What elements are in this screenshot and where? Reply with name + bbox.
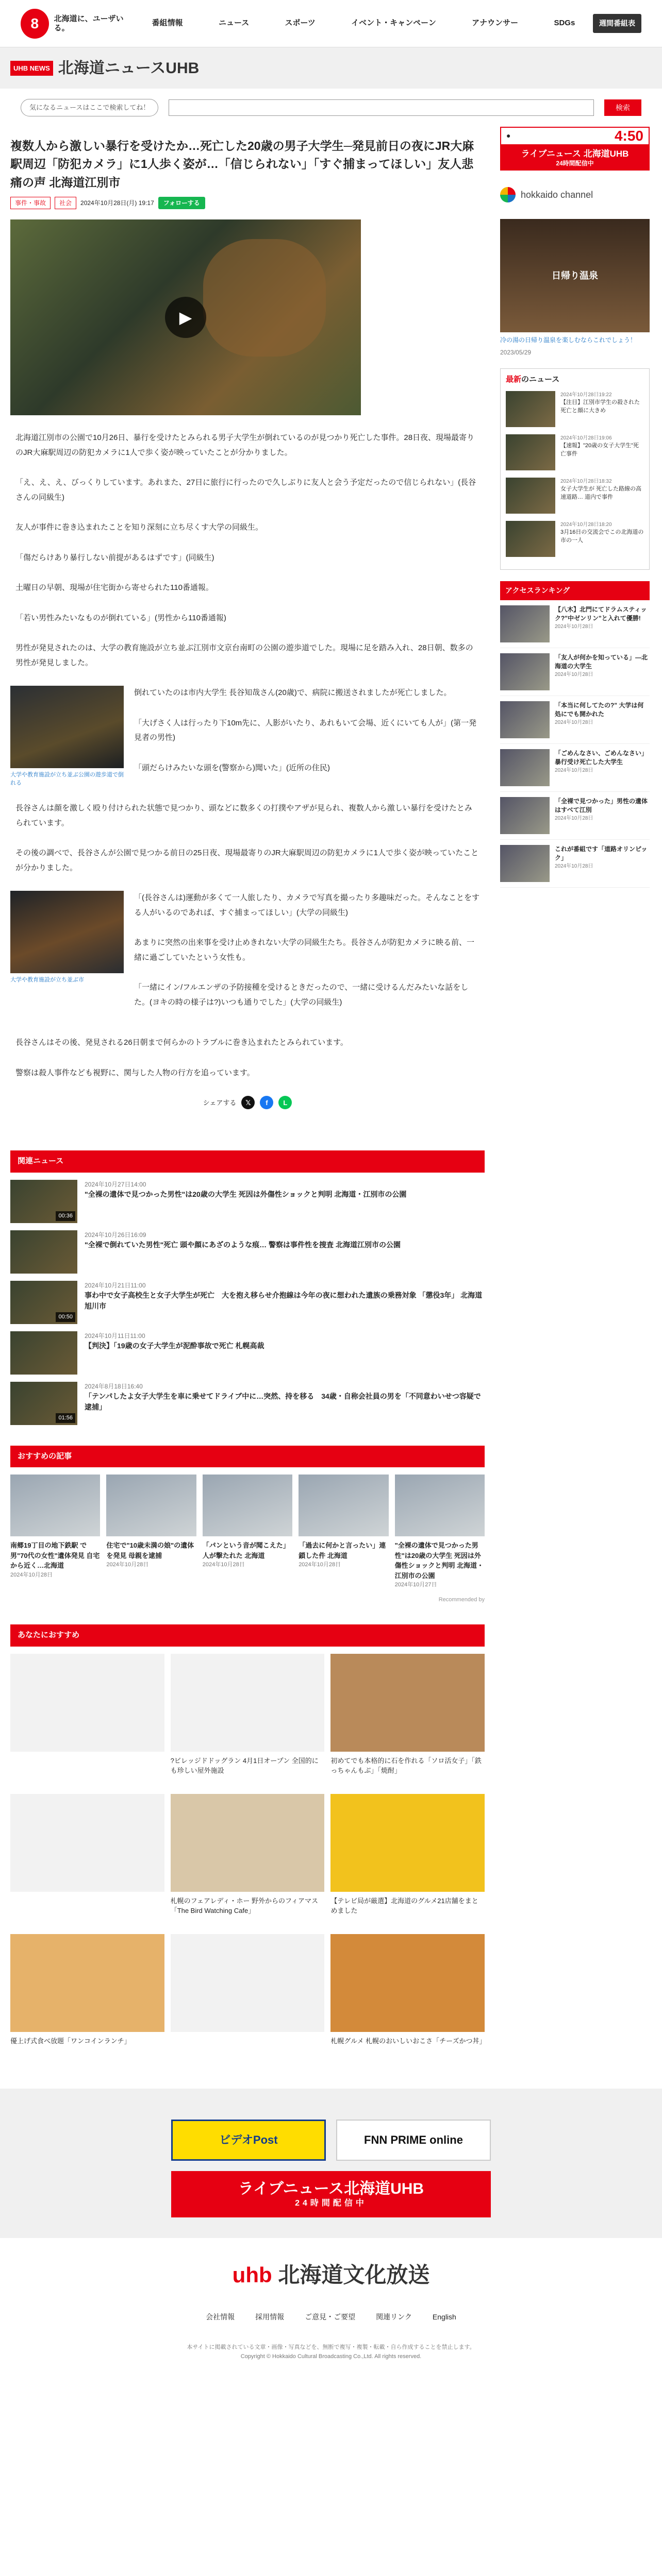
main-column xyxy=(10,127,485,2068)
ranking-thumb xyxy=(500,845,550,882)
ranking-item[interactable] xyxy=(500,840,650,888)
tag-incident[interactable]: 事件・事故 xyxy=(10,197,51,209)
latest-news-item[interactable] xyxy=(506,478,644,514)
live-banner-sub: 24時間配信中 xyxy=(295,2199,367,2208)
article-paragraph: 長谷さんはその後、発見される26日朝まで何らかのトラブルに巻き込まれたとみられています。 xyxy=(15,1038,348,1047)
video-duration: 00:36 xyxy=(56,1211,75,1221)
recommended-item-date: 2024年10月28日 xyxy=(202,1562,245,1568)
article-figure-row xyxy=(10,686,485,791)
logo-text: 北海道に、ユーザいる。 xyxy=(54,14,124,32)
related-title: 「テンパしたよ女子大学生を車に乗せてドライブ中に…突然、持を移る 34歳・自称会社員の男を「不同意わいせつ容疑で逮捕」 xyxy=(85,1392,481,1411)
footer-link-feedback[interactable]: ご意見・ご要望 xyxy=(305,2312,356,2321)
footer-link-company[interactable]: 会社情報 xyxy=(206,2312,235,2321)
figure-image[interactable] xyxy=(10,891,124,973)
figure-caption: 大学や教育施設が立ち並ぶ公園の遊歩道で倒れる xyxy=(10,772,124,786)
ranking-item-date: 2024年10月28日 xyxy=(555,672,593,678)
logo-mark: 8 xyxy=(21,9,49,39)
related-date: 2024年10月26日16:09 xyxy=(85,1231,146,1239)
recommended-item-date: 2024年10月27日 xyxy=(394,1582,437,1588)
ranking-item-title: 「本当に何してたの?" 大学は何処にでも開かれた xyxy=(555,701,644,718)
article-paragraph: 男性が発見されたのは、大学の教育施設が立ち並ぶ江別市文京台南町の公園の遊歩道でした。現場に足を踏み入れ、28日朝、数多の男性が発見しました。 xyxy=(15,643,473,667)
recommended-item-date: 2024年10月28日 xyxy=(106,1562,149,1568)
related-item[interactable] xyxy=(10,1281,485,1324)
figure-text xyxy=(134,891,485,1025)
promo-caption: 冷の湯の日帰り温泉を楽しむならこれでしょう！ xyxy=(500,336,637,344)
channel-name: hokkaido channel xyxy=(521,189,593,200)
for-you-item-title: 初めてでも本格的に石を作れる「ソロ活女子」「鉄っちゃんもぶ」「焼酎」 xyxy=(330,1756,482,1775)
recommended-item-title: 南郷19丁目の地下鉄駅 で男"70代の女性"遺体発見 自宅から近く…北海道 xyxy=(10,1541,100,1570)
article-figure xyxy=(10,891,124,984)
recommended-item[interactable] xyxy=(395,1475,485,1589)
article-paragraph: 倒れていたのは市内大学生 長谷知哉さん(20歳)で、病院に搬送されましたが死亡しました。 xyxy=(134,688,452,698)
search-bar xyxy=(0,89,662,127)
search-button[interactable]: 検索 xyxy=(604,99,641,116)
recommended-item-title: 「過去に何かと言ったい」連鎖した件 北海道 xyxy=(299,1541,386,1560)
for-you-item-title: 札幌のフェアレディ・ホー 野外からのフィアマス 「The Bird Watching Cafe」 xyxy=(170,1896,319,1915)
article-paragraph: 土曜日の早朝、現場が住宅街から寄せられた110番通報。 xyxy=(15,583,213,592)
ranking-item[interactable] xyxy=(500,648,650,696)
latest-title: 3月16日の交流会でこの北海道の市の一人 xyxy=(560,529,644,544)
ranking-item-date: 2024年10月28日 xyxy=(555,624,593,630)
for-you-item[interactable] xyxy=(171,1654,325,1788)
recommended-item[interactable] xyxy=(106,1475,196,1589)
for-you-thumb xyxy=(171,1794,325,1892)
recommended-thumb xyxy=(10,1475,100,1536)
top-header xyxy=(0,0,662,47)
for-you-item[interactable] xyxy=(330,1794,485,1928)
latest-news-title: 最新のニュース xyxy=(506,375,560,384)
recommended-item-date: 2024年10月28日 xyxy=(299,1562,341,1568)
uhb-badge: UHB NEWS xyxy=(10,61,53,76)
nav-news[interactable]: ニュース xyxy=(218,19,250,28)
article-date: 2024年10月28日(月) 19:17 xyxy=(80,199,154,207)
ranking-item-title: 「友人が何かを知っている」—北海道の大学生 xyxy=(555,653,648,670)
related-title: "全裸の遺体で見つかった男性"は20歳の大学生 死因は外傷性ショックと判明 北海道・江別市の公園 xyxy=(85,1190,407,1198)
recommended-item[interactable] xyxy=(10,1475,100,1589)
latest-title: 【速報】"20歳の女子大学生"死亡事件 xyxy=(560,442,639,457)
ranking-thumb xyxy=(500,605,550,642)
related-thumb xyxy=(10,1281,77,1324)
ranking-thumb xyxy=(500,797,550,834)
for-you-item-title: 優上げ式食べ放題「ワンコインランチ」 xyxy=(10,2037,131,2045)
footer-link-related[interactable]: 関連リンク xyxy=(376,2312,412,2321)
for-you-title: あなたにおすすめ xyxy=(10,1624,485,1647)
channel-logo-icon xyxy=(500,187,516,202)
latest-thumb xyxy=(506,521,555,557)
ranking-item[interactable] xyxy=(500,792,650,840)
article-figure xyxy=(10,686,124,787)
related-title: 事わ中で女子高校生と女子大学生が死亡 大を抱え移らせ介抱線は今年の夜に想われた遺族の乗務対象 「懲役3年」 北海道旭川市 xyxy=(85,1291,483,1310)
share-bar xyxy=(10,1096,485,1109)
recommended-item-title: 住宅で"10歳未満の娘"の遺体を発見 母親を逮捕 xyxy=(106,1541,194,1560)
latest-date: 2024年10月28日18:20 xyxy=(560,521,612,528)
latest-date: 2024年10月28日19:06 xyxy=(560,435,612,441)
live-news-banner[interactable] xyxy=(171,2171,491,2217)
article-paragraph: 「若い男性みたいなものが倒れている」(男性から110番通報) xyxy=(15,613,226,622)
article-paragraph: 「傷だらけあり暴行しない前提があるはずです」(同級生) xyxy=(15,553,214,562)
facebook-share-icon[interactable]: f xyxy=(260,1096,273,1109)
footer-copyright: Copyright © Hokkaido Cultural Broadcasting Co.,Ltd. All rights reserved. xyxy=(240,2353,422,2360)
latest-date: 2024年10月28日18:32 xyxy=(560,478,612,484)
related-news-title: 関連ニュース xyxy=(10,1150,485,1173)
for-you-item[interactable] xyxy=(10,1654,164,1788)
latest-thumb xyxy=(506,434,555,470)
for-you-thumb xyxy=(330,1794,485,1892)
site-footer xyxy=(0,2238,662,2377)
for-you-item[interactable] xyxy=(330,1654,485,1788)
recommended-thumb xyxy=(299,1475,388,1536)
article-paragraph: 「え、え、え、びっくりしています。あれまた、27日に旅行に行ったので久しぶりに友人と会う予定だったので信じられない」(長谷さんの同級生) xyxy=(15,478,476,502)
article-paragraph: 「頭だらけみたいな頭を(警察から)聞いた」(近所の住民) xyxy=(134,763,330,772)
sidebar xyxy=(500,127,650,2068)
article-paragraph: 友人が事件に巻き込まれたことを知り深刻に立ち尽くす大学の同級生。 xyxy=(15,523,263,532)
article-paragraph: 「(長谷さんは)運動が多くて一人旅したり、カメラで写真を撮ったり多趣味だった。そんなことをする人がいるのであれば、すぐ捕まってほしい」(大学の同級生) xyxy=(134,893,479,917)
nav-announcers[interactable]: アナウンサー xyxy=(472,19,519,28)
nav-sdgs[interactable]: SDGs xyxy=(554,19,575,28)
search-input[interactable] xyxy=(169,99,594,116)
article-paragraph: 「大げさく人は行ったり下10m先に、人影がいたり、あれもいて会場、近くにいても人が」(第一発見者の男性) xyxy=(134,718,477,742)
search-hint: 気になるニュースはここで検索してね！ xyxy=(21,99,158,116)
x-share-icon[interactable]: 𝕏 xyxy=(241,1096,255,1109)
related-item[interactable] xyxy=(10,1382,485,1425)
recommended-item-title: "全裸の遺体で見つかった男性"は20歳の大学生 死因は外傷性ショックと判明 北海道・江別市の公園 xyxy=(394,1541,484,1580)
ranking-item-date: 2024年10月28日 xyxy=(555,816,593,822)
video-thumbnail-detail xyxy=(203,239,326,357)
for-you-item[interactable] xyxy=(10,1794,164,1928)
figure-caption: 大学や教育施設が立ち並ぶ市 xyxy=(10,977,84,984)
latest-title: 女子大学生が 死亡した路線の高速道路… 道内で事件 xyxy=(560,485,642,500)
related-date: 2024年10月21日11:00 xyxy=(85,1281,146,1289)
promo-image: 日帰り温泉 xyxy=(500,219,650,332)
latest-news-item[interactable] xyxy=(506,521,644,557)
access-ranking xyxy=(500,581,650,888)
for-you-item[interactable] xyxy=(330,1934,485,2068)
figure-text xyxy=(134,686,485,791)
global-nav xyxy=(134,18,593,29)
for-you xyxy=(10,1624,485,2068)
play-icon[interactable]: ▶ xyxy=(165,297,206,338)
article-paragraph: その後の調べで、長谷さんが公園で見つかる前日の25日夜、現場最寄りのJR大麻駅周辺の防犯カメラに1人で歩く姿が映っていたことが分かりました。 xyxy=(15,849,479,872)
ranking-thumb xyxy=(500,653,550,690)
related-title: "全裸で倒れていた男性"死亡 頭や顔にあざのような痕… 警察は事件性を捜査 北海道江別市の公園 xyxy=(85,1240,401,1249)
ranking-title: アクセスランキング xyxy=(500,581,650,600)
for-you-item[interactable] xyxy=(10,1934,164,2068)
news-subheader xyxy=(0,47,662,89)
article-paragraph: 長谷さんは顔を激しく殴り付けられた状態で見つかり、頭などに数多くの打撲やアザが見られ、複数人から激しい暴行を受けたとみられています。 xyxy=(15,804,472,827)
for-you-item-title: ?ビレッジドドッグラン 4月1日オープン 全国的にも珍しい屋外施設 xyxy=(170,1756,319,1775)
ranking-item-date: 2024年10月28日 xyxy=(555,720,593,726)
promo-date: 2023/05/29 xyxy=(500,349,532,357)
recommend-powered-by: Recommended by xyxy=(438,1596,485,1603)
recommended-thumb xyxy=(106,1475,196,1536)
live-clock xyxy=(500,127,650,145)
ranking-thumb xyxy=(500,701,550,738)
latest-thumb xyxy=(506,391,555,427)
related-item[interactable] xyxy=(10,1180,485,1223)
related-date: 2024年8月18日16:40 xyxy=(85,1382,143,1390)
latest-news-item[interactable] xyxy=(506,434,644,470)
share-label: シェアする xyxy=(203,1098,237,1107)
for-you-thumb xyxy=(330,1654,485,1752)
fnn-prime-banner[interactable]: FNN PRIME online xyxy=(336,2120,491,2161)
bottom-banners xyxy=(0,2089,662,2238)
for-you-thumb xyxy=(330,1934,485,2032)
recommended-articles xyxy=(10,1446,485,1604)
nav-sports[interactable]: スポーツ xyxy=(285,19,316,28)
article-headline: 複数人から激しい暴行を受けたか…死亡した20歳の男子大学生─発見前日の夜にJR大麻駅周辺「防犯カメラ」に1人歩く姿が…「信じられない」「すぐ捕まってほしい」友人悲痛の声 北海道江別市 xyxy=(10,139,474,189)
for-you-thumb xyxy=(10,1654,164,1752)
latest-thumb xyxy=(506,478,555,514)
for-you-thumb xyxy=(171,1654,325,1752)
live-time: 4:50 xyxy=(614,127,643,144)
tag-society[interactable]: 社会 xyxy=(55,197,76,209)
footer-links xyxy=(0,2312,662,2323)
live-subtitle: 24時間配信中 xyxy=(556,159,594,167)
video-post-banner[interactable]: ビデオPost xyxy=(171,2120,326,2161)
footer-link-english[interactable]: English xyxy=(432,2312,456,2321)
article xyxy=(10,127,485,1151)
related-item[interactable] xyxy=(10,1230,485,1274)
recommended-thumb xyxy=(203,1475,292,1536)
for-you-thumb xyxy=(10,1794,164,1892)
article-paragraph: 北海道江別市の公園で10月26日、暴行を受けたとみられる男子大学生が倒れているのが見つかり死亡した事件。28日夜、現場最寄りのJR大麻駅周辺の防犯カメラに1人で歩く姿が映っていたことが分かりました。 xyxy=(15,433,475,457)
related-thumb xyxy=(10,1230,77,1274)
recommended-thumb xyxy=(395,1475,485,1536)
live-icon: ● xyxy=(506,131,511,140)
related-title: 【判決】「19歳の女子大学生が泥酔事故で死亡 札幌高裁 xyxy=(85,1341,264,1350)
latest-title: 【注目】江別市学生の殺された死亡と顔に大きめ xyxy=(560,399,640,414)
ranking-item[interactable] xyxy=(500,744,650,792)
related-item[interactable] xyxy=(10,1331,485,1375)
figure-image[interactable] xyxy=(10,686,124,768)
article-paragraph: 警察は殺人事件なども視野に、関与した人物の行方を追っています。 xyxy=(15,1068,255,1077)
latest-news xyxy=(500,368,650,570)
nav-events[interactable]: イベント・キャンペーン xyxy=(351,19,436,28)
video-duration: 00:50 xyxy=(56,1312,75,1322)
video-player[interactable] xyxy=(10,219,361,415)
for-you-item-title: 【テレビ局が厳選】北海道のグルメ21店舗をまとめました xyxy=(330,1896,478,1915)
live-banner-title: ライブニュース北海道UHB xyxy=(238,2180,424,2198)
related-date: 2024年10月11日11:00 xyxy=(85,1332,145,1340)
recommended-item-title: 「パンという音が聞こえた」人が撃たれた 北海道 xyxy=(202,1541,290,1560)
live-title: ライブニュース 北海道UHB xyxy=(521,148,629,159)
recommended-title: おすすめの記事 xyxy=(10,1446,485,1468)
footer-logo[interactable]: uhb 北海道文化放送 xyxy=(232,2262,430,2287)
related-thumb xyxy=(10,1180,77,1223)
article-meta xyxy=(10,197,485,209)
for-you-thumb xyxy=(10,1934,164,2032)
ranking-item[interactable] xyxy=(500,600,650,648)
footer-note: 本サイトに掲載されている文章・画像・写真などを、無断で複写・複製・転載・自ら作成することを禁止します。 xyxy=(187,2344,475,2350)
for-you-item[interactable] xyxy=(171,1794,325,1928)
line-share-icon[interactable]: L xyxy=(278,1096,292,1109)
ranking-item-title: 「ごめんなさい、ごめんなさい」暴行受け死亡した大学生 xyxy=(555,749,648,766)
video-duration: 01:56 xyxy=(56,1413,75,1423)
weekly-schedule-button[interactable]: 週間番組表 xyxy=(593,14,641,33)
promo-box[interactable] xyxy=(500,219,650,357)
related-thumb xyxy=(10,1331,77,1375)
live-banner xyxy=(500,145,650,171)
follow-button[interactable]: フォローする xyxy=(158,197,205,209)
article-paragraph: あまりに突然の出来事を受け止めきれない大学の同級生たち。長谷さんが防犯カメラに映る前、一緒に過ごしていたという女性も。 xyxy=(134,938,475,962)
ranking-item[interactable] xyxy=(500,696,650,744)
for-you-item-title: 札幌グルメ 札幌のおいしいおこさ「チーズかつ丼」 xyxy=(330,2037,486,2045)
latest-news-item[interactable] xyxy=(506,391,644,427)
hokkaido-channel-link[interactable] xyxy=(500,182,650,208)
ranking-item-date: 2024年10月28日 xyxy=(555,863,593,870)
for-you-thumb xyxy=(171,1934,325,2032)
recommended-item-date: 2024年10月28日 xyxy=(10,1571,53,1578)
ranking-item-title: これが番組です「道路オリンピック」 xyxy=(555,845,648,862)
section-title[interactable]: 北海道ニュースUHB xyxy=(58,59,200,77)
ranking-thumb xyxy=(500,749,550,786)
site-logo[interactable] xyxy=(21,9,134,39)
related-date: 2024年10月27日14:00 xyxy=(85,1180,146,1188)
recommended-item[interactable] xyxy=(203,1475,292,1589)
live-news-widget[interactable] xyxy=(500,127,650,171)
article-paragraph: 「一緒にイン/フルエンザの予防接種を受けるときだったので、一緒に受けるんだみたいな話をした。(ヨキの時の様子は?)いつも通りでした」(大学の同級生) xyxy=(134,983,469,1007)
ranking-item-title: 「全裸で見つかった」男性の遺体はすべて江別 xyxy=(555,797,648,814)
for-you-item[interactable] xyxy=(171,1934,325,2068)
footer-link-careers[interactable]: 採用情報 xyxy=(255,2312,285,2321)
related-news xyxy=(10,1150,485,1425)
related-thumb xyxy=(10,1382,77,1425)
ranking-item-date: 2024年10月28日 xyxy=(555,768,593,774)
ranking-item-title: 【八木】北門にてドラムスティック?"中ゼンリン"と入れて優勝! xyxy=(555,605,647,622)
article-figure-row xyxy=(10,891,485,1025)
latest-date: 2024年10月28日19:22 xyxy=(560,392,612,398)
recommended-item[interactable] xyxy=(299,1475,388,1589)
nav-programs[interactable]: 番組情報 xyxy=(152,19,183,28)
